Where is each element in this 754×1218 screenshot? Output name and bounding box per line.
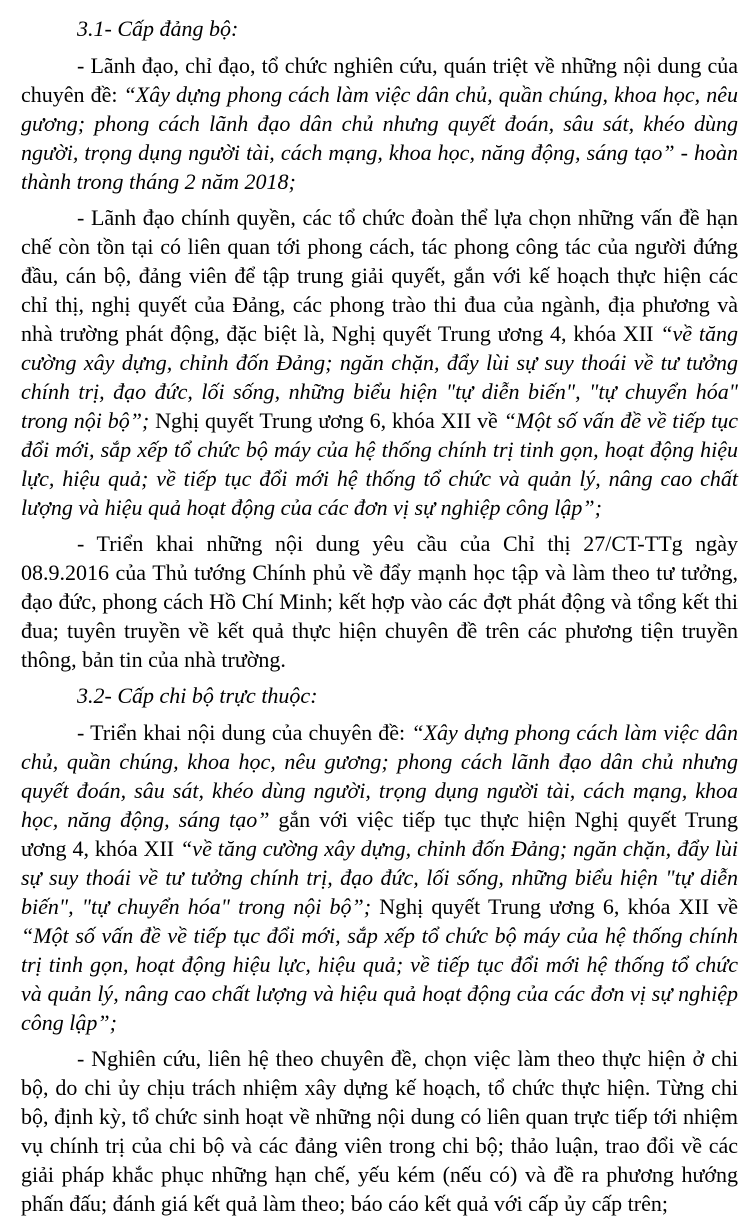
text-run-italic: “về tăng cường xây dựng, chỉnh đốn Đảng; ngăn chặn, đẩy lùi sự suy thoái về tư tưởng chính trị, đạo đức, lối sống, những biểu hiện "tự diễn biến", "tự chuyển hóa" trong nội bộ”; bbox=[21, 836, 738, 919]
text-run-normal: - Triển khai nội dung của chuyên đề: bbox=[77, 720, 412, 745]
document-body bbox=[21, 14, 738, 1218]
text-run-italic: “Xây dựng phong cách làm việc dân chủ, quần chúng, khoa học, nêu gương; phong cách lãnh đạo dân chủ nhưng quyết đoán, sâu sát, khéo dùng người, trọng dụng người tài, cách mạng, khoa học, năng động, sáng tạo” bbox=[21, 720, 738, 832]
text-run-normal: - Lãnh đạo, chỉ đạo, tổ chức nghiên cứu, quán triệt về những nội dung của chuyên đề: bbox=[21, 53, 738, 107]
section-3-2-heading bbox=[21, 681, 738, 710]
text-run-italic: “Một số vấn đề về tiếp tục đổi mới, sắp xếp tổ chức bộ máy của hệ thống chính trị tinh gọn, hoạt động hiệu lực, hiệu quả; về tiếp tục đổi mới hệ thống tổ chức và quản lý, nâng cao chất lượng và hiệu quả hoạt động của các đơn vị sự nghiệp công lập”; bbox=[21, 408, 738, 520]
paragraph-trien-khai-chi-thi-27 bbox=[21, 529, 738, 674]
text-run-italic: 3.1- Cấp đảng bộ: bbox=[77, 16, 239, 41]
paragraph-trien-khai-noi-dung-chuyen-de bbox=[21, 718, 738, 1037]
section-3-1-heading bbox=[21, 14, 738, 43]
text-run-italic: “Xây dựng phong cách làm việc dân chủ, quần chúng, khoa học, nêu gương; phong cách lãnh đạo dân chủ nhưng quyết đoán, sâu sát, khéo dùng người, trọng dụng người tài, cách mạng, khoa học, năng động, sáng tạo” - hoàn thành trong tháng 2 năm 2018; bbox=[21, 82, 739, 194]
text-run-normal: - Lãnh đạo chính quyền, các tổ chức đoàn thể lựa chọn những vấn đề hạn chế còn tồn tại có liên quan tới phong cách, tác phong công tác của người đứng đầu, cán bộ, đảng viên để tập trung giải quyết, gắn với kế hoạch thực hiện các chỉ thị, nghị quyết của Đảng, các phong trào thi đua của ngành, địa phương và nhà trường phát động, đặc biệt là, Nghị quyết Trung ương 4, khóa XII bbox=[21, 205, 738, 346]
text-run-italic: “Một số vấn đề về tiếp tục đổi mới, sắp xếp tổ chức bộ máy của hệ thống chính trị tinh gọn, hoạt động hiệu lực, hiệu quả; về tiếp tục đổi mới hệ thống tổ chức và quản lý, nâng cao chất lượng và hiệu quả hoạt động của các đơn vị sự nghiệp công lập”; bbox=[21, 923, 738, 1035]
text-run-normal: Nghị quyết Trung ương 6, khóa XII về bbox=[379, 894, 738, 919]
text-run-italic: “về tăng cường xây dựng, chỉnh đốn Đảng; ngăn chặn, đẩy lùi sự suy thoái về tư tưởng chính trị, đạo đức, lối sống, những biểu hiện "tự diễn biến", "tự chuyển hóa" trong nội bộ”; bbox=[21, 321, 738, 433]
paragraph-nghien-cuu-lien-he bbox=[21, 1044, 738, 1218]
paragraph-lanh-dao-chi-dao bbox=[21, 51, 738, 196]
text-run-normal: - Triển khai những nội dung yêu cầu của Chỉ thị 27/CT-TTg ngày 08.9.2016 của Thủ tướng Chính phủ về đẩy mạnh học tập và làm theo tư tưởng, đạo đức, phong cách Hồ Chí Minh; kết hợp vào các đợt phát động và tổng kết thi đua; tuyên truyền về kết quả thực hiện chuyên đề trên các phương tiện truyền thông, bản tin của nhà trường. bbox=[21, 531, 738, 672]
text-run-normal: gắn với việc tiếp tục thực hiện Nghị quyết Trung ương 4, khóa XII bbox=[21, 807, 738, 861]
text-run-italic: 3.2- Cấp chi bộ trực thuộc: bbox=[77, 683, 318, 708]
text-run-normal: Nghị quyết Trung ương 6, khóa XII về bbox=[155, 408, 504, 433]
paragraph-lanh-dao-chinh-quyen bbox=[21, 203, 738, 522]
text-run-normal: - Nghiên cứu, liên hệ theo chuyên đề, chọn việc làm theo thực hiện ở chi bộ, do chi ủy chịu trách nhiệm xây dựng kế hoạch, tổ chức thực hiện. Từng chi bộ, định kỳ, tổ chức sinh hoạt về những nội dung có liên quan trực tiếp tới nhiệm vụ chính trị của chi bộ và các đảng viên trong chi bộ; thảo luận, trao đổi về các giải pháp khắc phục những hạn chế, yếu kém (nếu có) và đề ra phương hướng phấn đấu; đánh giá kết quả làm theo; báo cáo kết quả với cấp ủy cấp trên; bbox=[21, 1046, 738, 1216]
